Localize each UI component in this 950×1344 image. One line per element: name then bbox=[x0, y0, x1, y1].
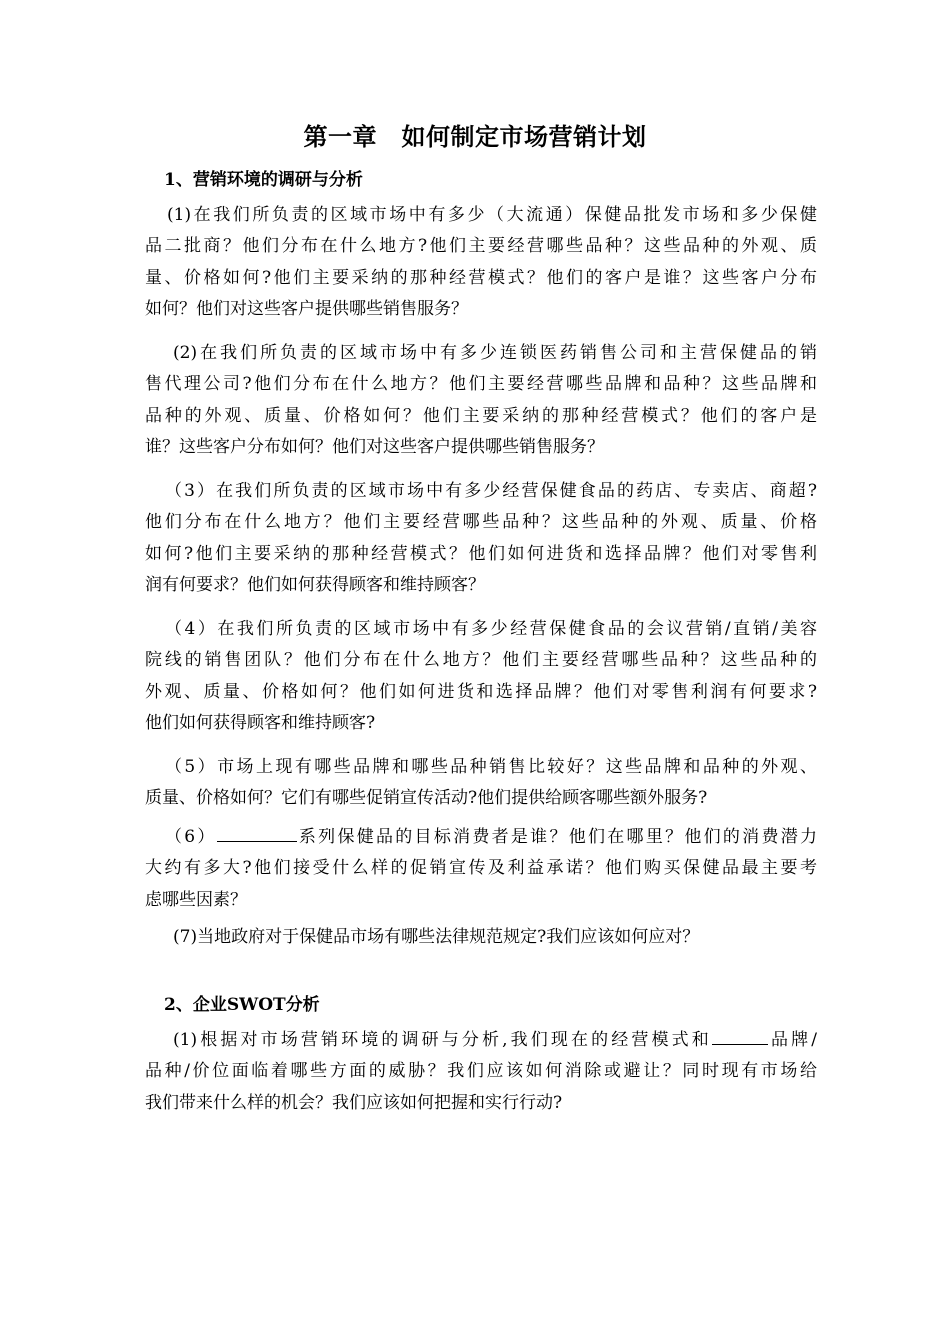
paragraph-line: （4）在我们所负责的区域市场中有多少经营保健食品的会议营销/直销/美容 bbox=[165, 619, 817, 639]
blank-fill-line bbox=[217, 823, 297, 842]
paragraph-line: 售代理公司?他们分布在什么地方？他们主要经营哪些品牌和品种？这些品牌和 bbox=[145, 374, 817, 395]
paragraph-line: 他们如何获得顾客和维持顾客? bbox=[145, 712, 376, 733]
paragraph-number: （6） bbox=[165, 827, 217, 847]
paragraph-line: （5）市场上现有哪些品牌和哪些品种销售比较好？这些品牌和品种的外观、 bbox=[165, 757, 817, 777]
paragraph-6 bbox=[145, 822, 817, 916]
paragraph-2 bbox=[145, 338, 817, 463]
paragraph-line: 我们带来什么样的机会？我们应该如何把握和实行行动? bbox=[145, 1092, 563, 1113]
paragraph-line: 如何?他们主要采纳的那种经营模式？他们如何进货和选择品牌？他们对零售利 bbox=[145, 543, 817, 564]
chapter-title: 第一章 如何制定市场营销计划 bbox=[303, 122, 647, 151]
paragraph-text: 品牌/ bbox=[767, 1030, 817, 1050]
paragraph-line: (1)在我们所负责的区域市场中有多少（大流通）保健品批发市场和多少保健 bbox=[167, 205, 817, 225]
paragraph-line: 品二批商？他们分布在什么地方?他们主要经营哪些品种？这些品种的外观、质 bbox=[145, 236, 817, 257]
paragraph-line: 润有何要求？他们如何获得顾客和维持顾客？ bbox=[145, 574, 485, 595]
blank-fill-line bbox=[712, 1026, 768, 1045]
paragraph-text: 系列保健品的目标消费者是谁？他们在哪里？他们的消费潜力 bbox=[296, 827, 817, 847]
paragraph-line: 谁？这些客户分布如何？他们对这些客户提供哪些销售服务？ bbox=[145, 436, 604, 457]
paragraph-line: （3）在我们所负责的区域市场中有多少经营保健食品的药店、专卖店、商超? bbox=[165, 481, 817, 501]
paragraph-3 bbox=[145, 476, 817, 601]
paragraph-line: 大约有多大?他们接受什么样的促销宣传及利益承诺？他们购买保健品最主要考 bbox=[145, 858, 817, 879]
section-heading-1: 1、营销环境的调研与分析 bbox=[164, 170, 363, 190]
paragraph-line: 虑哪些因素？ bbox=[145, 889, 247, 910]
paragraph-line bbox=[145, 822, 817, 853]
paragraph-5 bbox=[145, 752, 817, 815]
paragraph-line: 品种的外观、质量、价格如何？他们主要采纳的那种经营模式？他们的客户是 bbox=[145, 405, 817, 426]
paragraph-text: (1)根据对市场营销环境的调研与分析,我们现在的经营模式和 bbox=[173, 1030, 712, 1050]
paragraph-7 bbox=[145, 922, 817, 953]
section-heading-2: 2、企业SWOT分析 bbox=[164, 995, 320, 1015]
paragraph-1 bbox=[145, 200, 817, 325]
paragraph-line: (7)当地政府对于保健品市场有哪些法律规范规定?我们应该如何应对？ bbox=[173, 927, 700, 947]
paragraph-line: 质量、价格如何？它们有哪些促销宣传活动?他们提供给顾客哪些额外服务? bbox=[145, 788, 708, 809]
paragraph-line: 量、价格如何?他们主要采纳的那种经营模式？他们的客户是谁？这些客户分布 bbox=[145, 267, 817, 288]
paragraph-4 bbox=[145, 614, 817, 739]
paragraph-swot-1 bbox=[145, 1025, 817, 1119]
paragraph-line bbox=[145, 1025, 817, 1056]
paragraph-line: 品种/价位面临着哪些方面的威胁？我们应该如何消除或避让？同时现有市场给 bbox=[145, 1061, 817, 1082]
paragraph-line: 他们分布在什么地方？他们主要经营哪些品种？这些品种的外观、质量、价格 bbox=[145, 512, 817, 533]
paragraph-line: 如何？他们对这些客户提供哪些销售服务？ bbox=[145, 298, 468, 319]
paragraph-line: (2)在我们所负责的区域市场中有多少连锁医药销售公司和主营保健品的销 bbox=[173, 343, 817, 363]
paragraph-line: 院线的销售团队？他们分布在什么地方？他们主要经营哪些品种？这些品种的 bbox=[145, 650, 817, 671]
paragraph-line: 外观、质量、价格如何？他们如何进货和选择品牌？他们对零售利润有何要求? bbox=[145, 681, 817, 702]
